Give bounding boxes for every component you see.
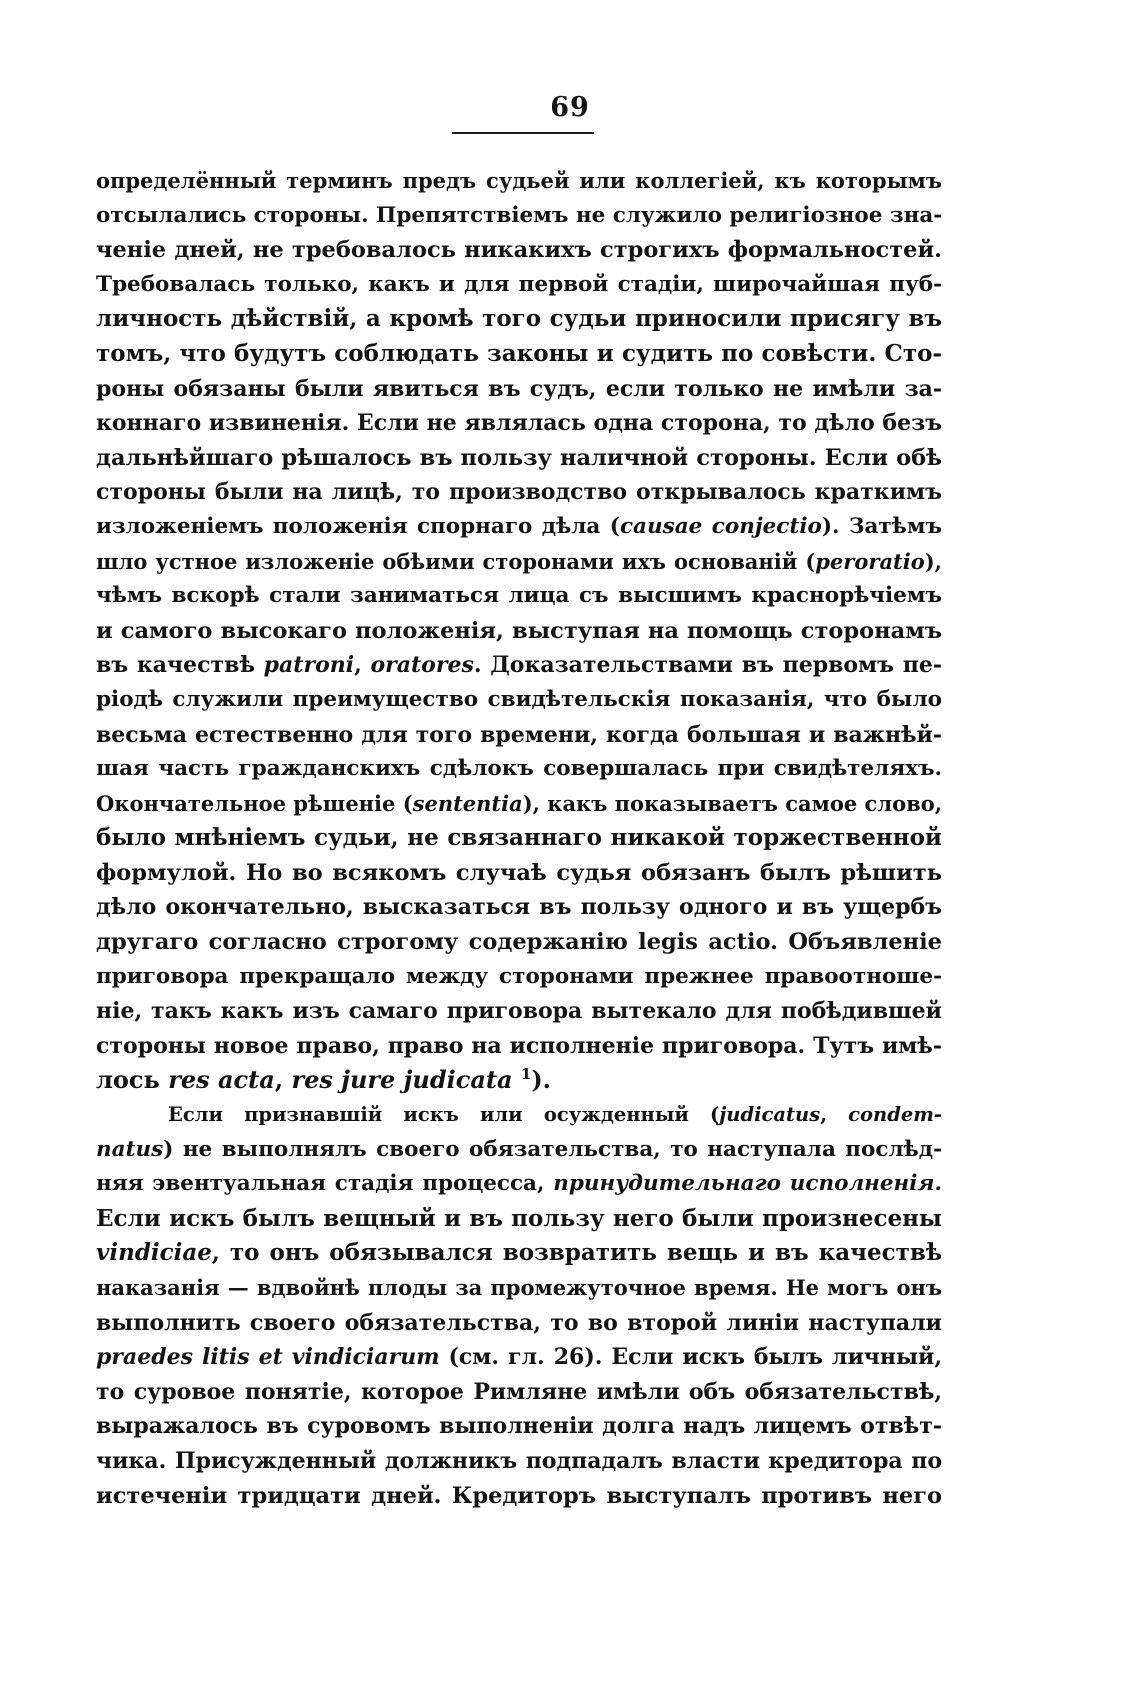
italic-run: vindiciae	[96, 1239, 212, 1267]
text-run: ) не выполнялъ своего обязательства, то наступала послѣд-	[163, 1136, 942, 1162]
text-run: Если признавшій искъ или осужденный (	[168, 1103, 720, 1127]
text-run: изложеніемъ положенія спорнаго дѣла (	[96, 513, 620, 539]
text-line	[96, 1444, 942, 1479]
text-line	[96, 1340, 942, 1375]
italic-run: oratores	[370, 652, 474, 679]
body-text	[96, 164, 942, 1513]
italic-run: natus	[96, 1136, 164, 1162]
text-run: ),	[924, 548, 942, 574]
italic-run: res jure judicata	[291, 1065, 513, 1095]
text-run: истеченіи тридцати дней. Кредиторъ выступалъ противъ него	[96, 1482, 942, 1509]
text-line	[96, 1409, 942, 1444]
text-line	[96, 1375, 942, 1410]
text-line	[96, 1202, 942, 1237]
text-run: формулой. Но во всякомъ случаѣ судья обязанъ былъ рѣшить	[96, 859, 942, 886]
italic-run: causae conjectio	[619, 513, 822, 539]
text-run: выражалось въ суровомъ выполненіи долга надъ лицемъ отвѣт-	[96, 1413, 942, 1440]
italic-run: praedes litis et vindiciarum	[96, 1344, 440, 1371]
text-run: дѣло окончательно, высказаться въ пользу одного и въ ущербъ	[96, 894, 942, 921]
text-line	[96, 1306, 942, 1341]
text-run: томъ, что будутъ соблюдать законы и судить по совѣсти. Сто-	[96, 339, 942, 367]
text-run: ,	[354, 652, 371, 679]
text-run: Требовалась только, какъ и для первой стадіи, широчайшая пуб-	[96, 271, 942, 297]
text-run: определённый терминъ предъ судьей или коллегіей, къ которымъ	[96, 168, 942, 193]
text-run: няя эвентуальная стадія процесса,	[96, 1171, 554, 1197]
text-line	[96, 683, 942, 718]
text-run: шло устное изложеніе обѣими сторонами ихъ основаній (	[96, 548, 816, 574]
text-line	[96, 821, 942, 856]
text-run: наказанія — вдвойнѣ плоды за промежуточное время. Не могъ онъ	[96, 1275, 942, 1300]
text-line	[96, 164, 942, 199]
text-line	[96, 337, 942, 372]
page-number-rule	[452, 132, 594, 134]
italic-run: принудительнаго исполненія.	[553, 1171, 942, 1197]
text-line	[96, 233, 942, 268]
text-line	[96, 856, 942, 891]
italic-run: res acta	[168, 1065, 275, 1095]
text-line	[96, 787, 942, 822]
text-run: ), какъ показываетъ самое слово,	[522, 790, 943, 816]
text-run: , то онъ обязывался возвратить вещь и въ качествѣ	[211, 1239, 942, 1267]
text-run: и самого высокаго положенія, выступая на помощь сторонамъ	[96, 617, 942, 644]
text-run: (см. гл. 26). Если искъ былъ личный,	[439, 1344, 942, 1371]
text-run: личность дѣйствій, а кромѣ того судьи приносили присягу въ	[96, 305, 942, 333]
text-line	[96, 648, 942, 683]
text-run: коннаго извиненія. Если не являлась одна сторона, то дѣло безъ	[96, 410, 942, 437]
text-run: другаго согласно строгому содержанію legis actio. Объявленіе	[96, 929, 942, 956]
text-run: въ качествѣ	[96, 652, 264, 679]
text-line	[96, 268, 942, 303]
text-run: приговора прекращало между сторонами прежнее правоотноше-	[96, 963, 942, 989]
text-line	[96, 890, 942, 925]
text-run: Окончательное рѣшеніе (	[96, 790, 413, 816]
text-line	[96, 1236, 942, 1271]
text-run: ніе, такъ какъ изъ самаго приговора вытекало для побѣдившей	[96, 998, 942, 1025]
italic-run: patroni	[263, 652, 355, 679]
italic-run: peroratio	[815, 548, 925, 574]
text-run: . Доказательствами въ первомъ пе-	[473, 652, 943, 679]
text-line	[96, 579, 942, 614]
text-line	[96, 545, 942, 580]
text-line	[96, 960, 942, 995]
text-line	[96, 1063, 942, 1098]
footnote-marker: 1	[520, 1065, 532, 1084]
text-line	[96, 1029, 942, 1064]
text-run: то суровое понятіе, которое Римляне имѣли объ обязательствѣ,	[96, 1378, 942, 1405]
text-run: роны обязаны были явиться въ судъ, если только не имѣли за-	[96, 375, 942, 402]
text-run: весьма естественно для того времени, когда большая и важнѣй-	[96, 721, 942, 748]
text-run: стороны новое право, право на исполненіе приговора. Тутъ имѣ-	[96, 1032, 942, 1059]
text-line	[96, 925, 942, 960]
text-run: дальнѣйшаго рѣшалось въ пользу наличной стороны. Если обѣ	[96, 444, 942, 471]
text-line	[96, 1133, 942, 1168]
text-line	[96, 1167, 942, 1202]
text-run: ). Затѣмъ	[821, 513, 942, 539]
text-line	[96, 718, 942, 753]
text-run: Если искъ былъ вещный и въ пользу него были произнесены	[96, 1204, 942, 1232]
text-run: ,	[820, 1103, 849, 1127]
text-line	[96, 406, 942, 441]
text-run: ченіе дней, не требовалось никакихъ строгихъ формальностей.	[96, 237, 942, 264]
text-line	[96, 1271, 942, 1306]
text-line	[96, 1098, 942, 1133]
text-line	[96, 510, 942, 545]
text-line	[96, 614, 942, 649]
text-run	[513, 1065, 521, 1094]
italic-run: condem-	[848, 1103, 942, 1127]
text-run: шая часть гражданскихъ сдѣлокъ совершалась при свидѣтеляхъ.	[96, 756, 942, 782]
text-run: ,	[274, 1065, 292, 1095]
text-line	[96, 752, 942, 787]
text-run: ріодѣ служили преимущество свидѣтельскія показанія, что было	[96, 686, 942, 712]
text-run: лось	[96, 1065, 169, 1095]
text-run: было мнѣніемъ судьи, не связаннаго никакой торжественной	[96, 824, 942, 852]
text-run: ).	[531, 1065, 552, 1095]
text-line	[96, 441, 942, 476]
text-line	[96, 475, 942, 510]
italic-run: sententia	[412, 790, 523, 816]
text-line	[96, 994, 942, 1029]
text-line	[96, 1479, 942, 1514]
text-line	[96, 372, 942, 407]
text-run: выполнить своего обязательства, то во второй линіи наступали	[96, 1309, 942, 1336]
page-number: 69	[550, 92, 590, 123]
italic-run: judicatus	[719, 1103, 821, 1127]
text-run: чѣмъ вскорѣ стали заниматься лица съ высшимъ краснорѣчіемъ	[96, 583, 942, 609]
text-run: отсылались стороны. Препятствіемъ не служило религіозное зна-	[96, 202, 943, 228]
text-run: чика. Присужденный должникъ подпадалъ власти кредитора по	[96, 1447, 942, 1474]
text-line	[96, 199, 942, 234]
text-line	[96, 302, 942, 337]
text-run: стороны были на лицѣ, то производство открывалось краткимъ	[96, 479, 942, 506]
